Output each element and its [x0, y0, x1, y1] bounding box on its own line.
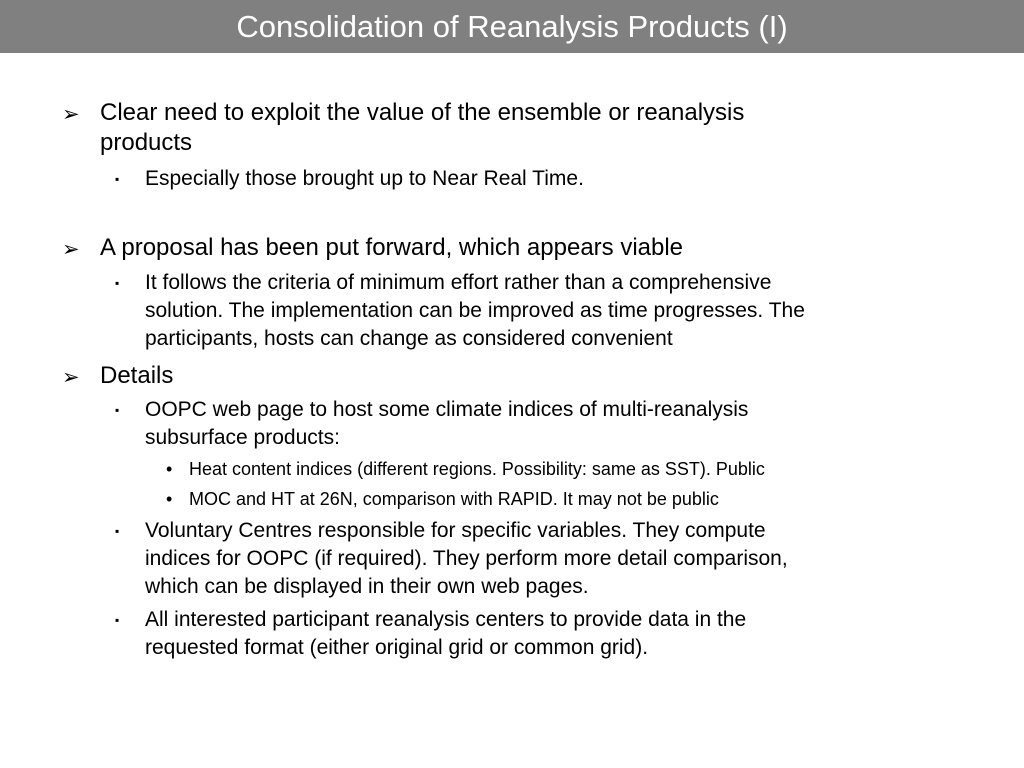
- bullet-1-line-2: products: [100, 129, 193, 156]
- square-bullet-icon: ▪: [115, 403, 120, 417]
- bullet-3-sub-2-line-1: Voluntary Centres responsible for specific variables. They compute: [145, 519, 766, 542]
- dot-bullet-icon: •: [166, 459, 173, 479]
- arrow-bullet-icon: ➢: [62, 238, 80, 261]
- bullet-2-sub-1-line-2: solution. The implementation can be improved as time progresses. The: [145, 299, 805, 322]
- bullet-1-line-1: Clear need to exploit the value of the ensemble or reanalysis: [100, 99, 745, 126]
- bullet-3-sub-2-line-2: indices for OOPC (if required). They perform more detail comparison,: [145, 547, 788, 570]
- bullet-3-sub-2-line-3: which can be displayed in their own web pages.: [145, 575, 589, 598]
- bullet-3-sub-1-item-2: MOC and HT at 26N, comparison with RAPID. It may not be public: [189, 489, 719, 509]
- bullet-3-sub-1-item-1: Heat content indices (different regions. Possibility: same as SST). Public: [189, 459, 765, 479]
- bullet-2-sub-1-line-1: It follows the criteria of minimum effort rather than a comprehensive: [145, 271, 772, 294]
- dot-bullet-icon: •: [166, 489, 173, 509]
- arrow-bullet-icon: ➢: [62, 103, 80, 126]
- square-bullet-icon: ▪: [115, 613, 120, 627]
- bullet-2-sub-1-line-3: participants, hosts can change as considered convenient: [145, 327, 673, 350]
- arrow-bullet-icon: ➢: [62, 366, 80, 389]
- bullet-3-sub-3-line-2: requested format (either original grid or common grid).: [145, 636, 649, 659]
- square-bullet-icon: ▪: [115, 172, 120, 186]
- bullet-3-sub-3-line-1: All interested participant reanalysis centers to provide data in the: [145, 608, 747, 631]
- bullet-2-line-1: A proposal has been put forward, which appears viable: [100, 234, 684, 261]
- square-bullet-icon: ▪: [115, 524, 120, 538]
- bullet-3-sub-1-line-1: OOPC web page to host some climate indices of multi-reanalysis: [145, 398, 749, 421]
- bullet-3-sub-1-line-2: subsurface products:: [145, 426, 340, 449]
- bullet-1-sub-1-line-1: Especially those brought up to Near Real Time.: [145, 167, 584, 190]
- bullet-3-line-1: Details: [100, 362, 174, 389]
- square-bullet-icon: ▪: [115, 276, 120, 290]
- slide-title: Consolidation of Reanalysis Products (I): [236, 9, 788, 44]
